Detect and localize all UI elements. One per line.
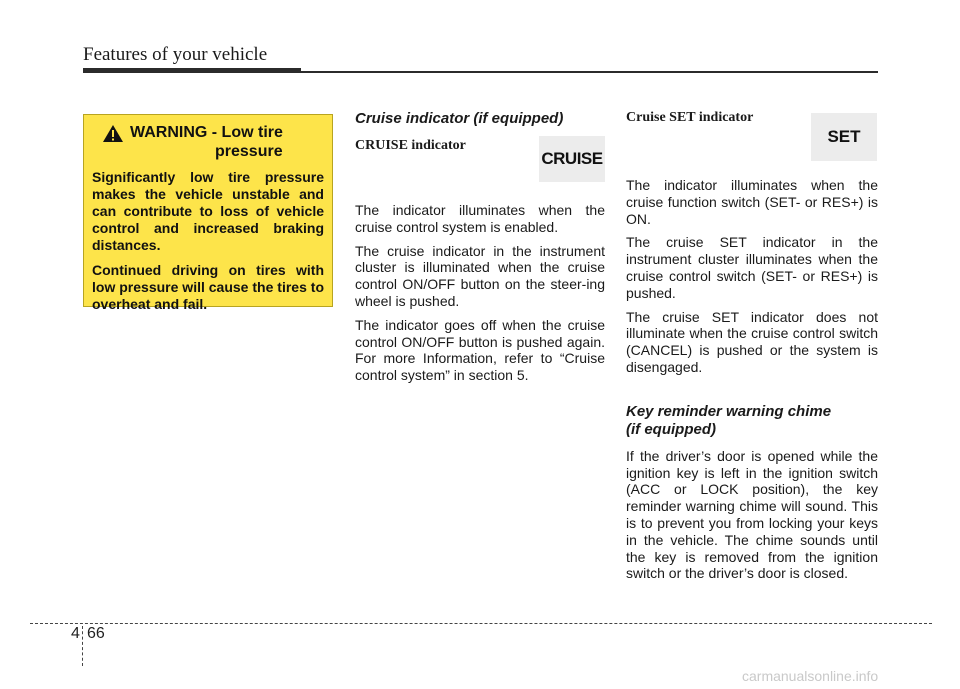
subheading: CRUISE indicator <box>355 138 466 153</box>
page-number: 66 <box>87 625 105 642</box>
footer-divider <box>82 626 83 666</box>
subheading: Cruise SET indicator <box>626 110 754 125</box>
footer-rule <box>30 623 932 624</box>
cruise-set-section <box>626 110 878 589</box>
paragraph: If the driver’s door is opened while the ignition key is left in the ignition switch (ACC or LOCK position), the key reminder warning chime will sound. This is to prevent you from locking your keys in the vehicle. The chime sounds until the key is removed from the ignition switch or the driver’s door is closed. <box>626 447 878 582</box>
warning-title-line1: WARNING - Low tire <box>130 124 283 141</box>
paragraph: The indicator goes off when the cruise control ON/OFF button is pushed again. For more Information, refer to “Cruise control system” in section 5. <box>355 316 605 384</box>
paragraph: The indicator illuminates when the cruise function switch (SET- or RES+) is ON. <box>626 177 878 227</box>
warning-title-line2: pressure <box>215 143 283 160</box>
warning-paragraph: Continued driving on tires with low pressure will cause the tires to overheat and fail. <box>92 262 324 312</box>
section-heading <box>626 403 878 439</box>
section-heading: Cruise indicator (if equipped) <box>355 110 564 127</box>
chapter-number: 4 <box>71 625 80 642</box>
header-rule-thin <box>301 71 878 73</box>
header-rule-thick <box>83 68 301 73</box>
header-title: Features of your vehicle <box>83 44 268 65</box>
set-indicator-icon: SET <box>811 113 877 161</box>
paragraph: The cruise SET indicator does not illuminate when the cruise control switch (CANCEL) is pushed or the system is disengaged. <box>626 308 878 375</box>
section-heading-line2: (if equipped) <box>626 420 716 438</box>
warning-box <box>83 114 333 312</box>
warning-title <box>92 123 324 161</box>
section-heading-line1: Key reminder warning chime <box>626 402 832 420</box>
paragraph: The cruise indicator in the instrument cluster is illuminated when the cruise control ON/OFF button on the steer-ing wheel is pushed. <box>355 242 605 309</box>
warning-triangle-icon <box>102 124 124 143</box>
paragraph: The indicator illuminates when the cruise control system is enabled. <box>355 202 605 235</box>
watermark: carmanualsonline.info <box>742 668 879 684</box>
cruise-indicator-icon: CRUISE <box>539 136 605 182</box>
paragraph: The cruise SET indicator in the instrument cluster illuminates when the cruise control switch (SET- or RES+) is pushed. <box>626 234 878 301</box>
warning-paragraph: Significantly low tire pressure makes the vehicle unstable and can contribute to loss of vehicle control and increased braking distances. <box>92 169 324 253</box>
